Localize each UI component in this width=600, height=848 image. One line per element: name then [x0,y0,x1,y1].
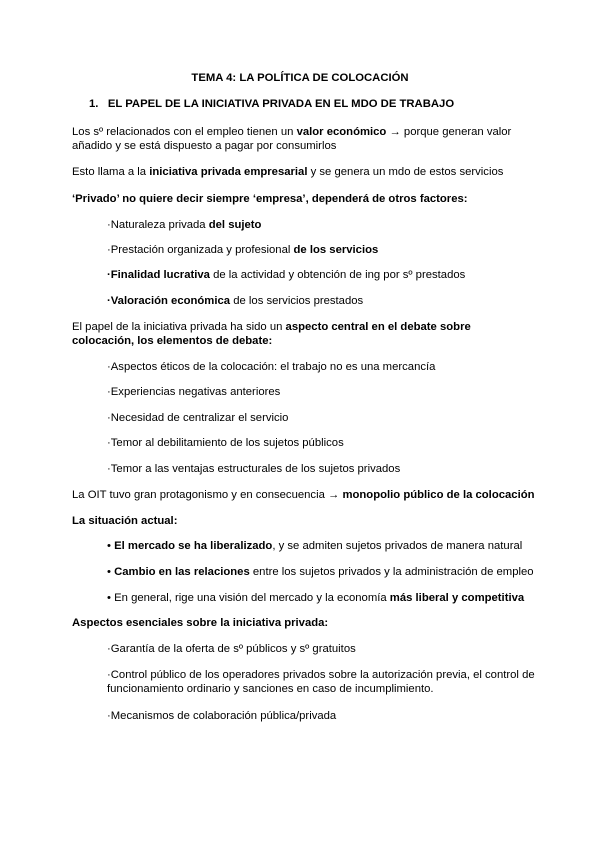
text: → porque generan valor [386,126,512,138]
aspectos-item: ·Garantía de la oferta de sº públicos y sº gratuitos [107,643,356,655]
paragraph-1-line-2: añadido y se está dispuesto a pagar por consumirlos [72,140,337,152]
situacion-item [107,565,534,579]
aspectos-item-continuation: funcionamiento ordinario y sanciones en caso de incumplimiento. [107,683,434,695]
debate-item: ·Experiencias negativas anteriores [107,386,281,398]
bullet-icon: • [107,592,111,604]
factor-item [107,243,378,257]
situacion-item [107,591,524,605]
debate-item: ·Temor a las ventajas estructurales de los sujetos privados [107,463,401,475]
bold-text: del sujeto [208,219,262,231]
text: Los sº relacionados con el empleo tienen un [72,126,297,138]
text: La OIT tuvo gran protagonismo y en consecuencia → [72,489,343,501]
debate-item: ·Temor al debilitamiento de los sujetos públicos [107,437,344,449]
text: de la actividad y obtención de ing por sº prestados [209,269,466,281]
situacion-item [107,539,522,553]
bold-text: El mercado se ha liberalizado [114,540,273,552]
aspectos-heading: Aspectos esenciales sobre la iniciativa privada: [72,617,329,629]
text: ·Naturaleza privada [107,219,209,231]
aspectos-item: ·Mecanismos de colaboración pública/privada [107,710,337,722]
debate-item: ·Necesidad de centralizar el servicio [107,412,289,424]
situacion-heading: La situación actual: [72,515,178,527]
text: de los servicios prestados [230,295,364,307]
aspectos-item: ·Control público de los operadores privados sobre la autorización previa, el control de [107,669,535,681]
factor-item [107,294,363,308]
bold-text: valor económico [296,126,387,138]
bold-text: iniciativa privada empresarial [149,166,308,178]
text: ·Prestación organizada y profesional [107,244,294,256]
paragraph-4-line-2: colocación, los elementos de debate: [72,335,273,347]
text: En general, rige una visión del mercado y la economía [110,592,390,604]
bullet-icon: • [107,566,111,578]
bold-text: ·Finalidad lucrativa [107,269,210,281]
bold-text: más liberal y competitiva [389,592,525,604]
text: entre los sujetos privados y la administración de empleo [249,566,534,578]
text: y se genera un mdo de estos servicios [307,166,504,178]
bullet-icon: • [107,540,111,552]
bold-text: aspecto central en el debate sobre [285,321,471,333]
bold-text: ·Valoración económica [107,295,231,307]
paragraph-2 [72,165,503,179]
section-heading [89,97,454,111]
paragraph-3: ‘Privado’ no quiere decir siempre ‘empresa’, dependerá de otros factores: [72,193,468,205]
paragraph-4-line-1 [72,320,471,334]
text: Esto llama a la [72,166,150,178]
bold-text: monopolio público de la colocación [342,489,535,501]
factor-item [107,268,465,282]
section-title: EL PAPEL DE LA INICIATIVA PRIVADA EN EL MDO DE TRABAJO [107,98,455,110]
paragraph-5 [72,488,535,502]
paragraph-1-line-1 [72,125,511,139]
bold-text: Cambio en las relaciones [114,566,250,578]
document-title: TEMA 4: LA POLÍTICA DE COLOCACIÓN [191,72,409,84]
factor-item [107,218,261,232]
bold-text: de los servicios [293,244,379,256]
section-number: 1. [89,98,99,110]
text: El papel de la iniciativa privada ha sido un [72,321,286,333]
text: , y se admiten sujetos privados de manera natural [272,540,523,552]
debate-item: ·Aspectos éticos de la colocación: el trabajo no es una mercancía [107,361,436,373]
